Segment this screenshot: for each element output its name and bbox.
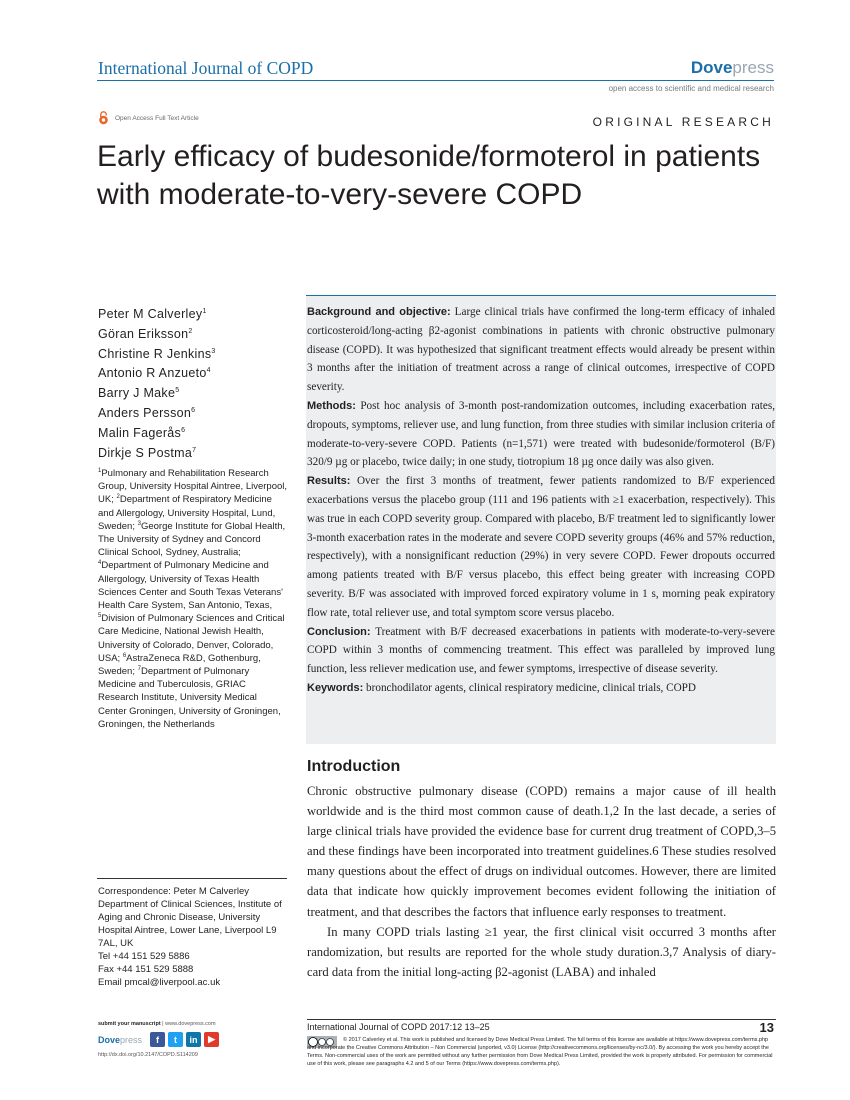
- open-access-label: Open Access Full Text Article: [115, 114, 199, 122]
- abstract-background-objective: Background and objective: Large clinical trials have confirmed the long-term efficacy of inhaled corticosteroid/long-acting β2-agonist combinations in patients with chronic obstructive pulmonary disease (COPD). It was hypothesized that significant treatment effects would already be present within 3 months after the initiation of treatment across a range of clinical outcomes, irrespective of COPD severity.: [307, 306, 775, 394]
- correspondence-name: Correspondence: Peter M Calverley: [98, 886, 250, 897]
- paragraph: In many COPD trials lasting ≥1 year, the first clinical visit occurred 3 months after randomization, but results are reported for the whole study duration.3,7 Analysis of diary-card data from the initial long-acting β2-agonist (LABA) and inhaled: [307, 924, 776, 979]
- paragraph: Chronic obstructive pulmonary disease (COPD) remains a major cause of ill health worldwide and is the third most common cause of death.1,2 In the last decade, a series of large clinical trials have provided the evidence base for current drug treatment of COPD,3–5 and these findings have been incorporated into treatment guidelines.6 These studies resolved many questions about the effect of drugs on individual outcomes. However, there are limited data that indicate how quickly improvement becomes evident following the initiation of treatment, and that describes the factors that influence early responses to treatment.: [307, 784, 776, 919]
- license-text: © 2017 Calverley et al. This work is published and licensed by Dove Medical Press Limited. The full terms of this license are available at https://www.dovepress.com/terms.php and incorporate the Creative Commons Attribution – Non Commercial (unported, v3.0) License (http://creativecommons.org/licenses/by-nc/3.0/). By accessing the work you hereby accept the Terms. Non-commercial uses of the work are permitted without any further permission from Dove Medical Press Limited, provided the work is properly attributed. For permission for commercial use of this work, please see paragraphs 4.2 and 5 of our Terms (https://www.dovepress.com/terms.php).: [307, 1037, 773, 1067]
- abstract-results: Results: Over the first 3 months of treatment, fewer patients randomized to B/F experienced exacerbations versus the placebo group (111 and 196 patients with ≥1 exacerbation, respectively). This was true in each COPD severity group. Compared with placebo, B/F treatment led to significantly lower 3-month exacerbation rates in the moderate and severe COPD severity groups (46% and 57% reduction, respectively), with a nonsignificant reduction (29%) in very severe COPD. Fewer dropouts occurred among patients treated with B/F versus placebo, this effect being greater with increasing COPD severity. B/F was associated with improved forced expiratory volume in 1 s, morning peak expiratory flow rate, total reliever use, and total symptom score versus placebo.: [307, 475, 775, 619]
- publisher-logo[interactable]: [691, 58, 774, 78]
- tagline: open access to scientific and medical research: [608, 84, 774, 93]
- abstract: [307, 303, 775, 698]
- article-type: ORIGINAL RESEARCH: [592, 115, 774, 129]
- author: Christine R Jenkins$^3$: [98, 346, 216, 361]
- abstract-keywords: Keywords: bronchodilator agents, clinical respiratory medicine, clinical trials, COPD: [307, 681, 696, 694]
- author: Malin Fagerås$^6$: [98, 425, 186, 440]
- article-title: Early efficacy of budesonide/formoterol in patients with moderate-to-very-severe COPD: [97, 140, 761, 211]
- brand-bold: Dove: [690, 58, 733, 77]
- journal-citation: International Journal of COPD 2017:12 13–25: [307, 1022, 490, 1032]
- author: Dirkje S Postma$^7$: [98, 445, 197, 460]
- twitter-icon[interactable]: t: [168, 1032, 183, 1047]
- abstract-conclusion: Conclusion: Treatment with B/F decreased exacerbations in patients with moderate-to-very-severe COPD within 3 months of commencing treatment. This effect was paralleled by improved lung function, less reliever medication use, and fewer symptoms, irrespective of disease severity.: [307, 625, 775, 676]
- affiliations: $^1$Pulmonary and Rehabilitation Research Group, University Hospital Aintree, Liverpool, UK; $^2$Department of Respiratory Medicine and Allergology, University Hospital, Lund, Sweden; $^3$George Institute for Global Health, The University of Sydney and Concord Clinical School, Sydney, Australia; $^4$Department of Pulmonary Medicine and Allergology, University of Texas Health Sciences Center and South Texas Veterans' Health Care System, San Antonio, Texas, $^5$Division of Pulmonary Sciences and Critical Care Medicine, National Jewish Health, University of Colorado, Denver, Colorado, USA; $^6$AstraZeneca R&D, Gothenburg, Sweden; $^7$Department of Pulmonary Medicine and Tuberculosis, GRIAC Research Institute, University Medical Center Groningen, University of Groningen, Groningen, the Netherlands: [98, 467, 288, 730]
- header-rule: [97, 80, 774, 81]
- abstract-methods: Methods: Post hoc analysis of 3-month post-randomization outcomes, including exacerbation rates, dropouts, symptoms, reliever use, and lung function, from three studies with similar inclusion criteria of moderate-to-very-severe COPD. Patients (n=1,571) were treated with budesonide/formoterol (B/F) 320/9 µg or placebo, twice daily; in one study, tiotropium 18 µg once daily was also given.: [307, 399, 775, 469]
- correspondence-rule: [97, 878, 287, 879]
- author: Peter M Calverley$^1$: [98, 307, 207, 321]
- open-access-icon: [98, 111, 109, 125]
- submit-manuscript[interactable]: submit your manuscript | www.dovepress.com: [98, 1021, 216, 1027]
- linkedin-icon[interactable]: in: [186, 1032, 201, 1047]
- footer-logo[interactable]: Dovepress: [98, 1034, 143, 1045]
- social-icons: [150, 1032, 219, 1047]
- journal-name[interactable]: International Journal of COPD: [98, 58, 314, 78]
- correspondence-tel: Tel +44 151 529 5886: [98, 951, 190, 962]
- doi-link[interactable]: http://dx.doi.org/10.2147/COPD.S114209: [98, 1052, 198, 1058]
- correspondence-fax: Fax +44 151 529 5888: [98, 964, 194, 975]
- footer-left: [98, 1021, 288, 1058]
- open-access-badge: [98, 111, 199, 125]
- author: Barry J Make$^5$: [98, 386, 180, 401]
- footer-brand-row: [98, 1032, 288, 1047]
- page-number: 13: [759, 1020, 774, 1035]
- youtube-icon[interactable]: ▶: [204, 1032, 219, 1047]
- introduction-body: [307, 781, 776, 982]
- author: Anders Persson$^6$: [98, 405, 196, 420]
- author: Antonio R Anzueto$^4$: [98, 366, 211, 381]
- author: Göran Eriksson$^2$: [98, 326, 193, 341]
- section-heading-introduction: Introduction: [307, 758, 401, 775]
- brand-light: press: [732, 58, 774, 77]
- footer-rule: [307, 1019, 776, 1020]
- correspondence: [98, 885, 293, 989]
- facebook-icon[interactable]: f: [150, 1032, 165, 1047]
- correspondence-address: Department of Clinical Sciences, Institute of Aging and Chronic Disease, University Hospital Aintree, Lower Lane, Liverpool L9 7AL, UK: [98, 899, 282, 949]
- author-list: [98, 305, 288, 463]
- correspondence-email[interactable]: Email pmcal@liverpool.ac.uk: [98, 977, 221, 988]
